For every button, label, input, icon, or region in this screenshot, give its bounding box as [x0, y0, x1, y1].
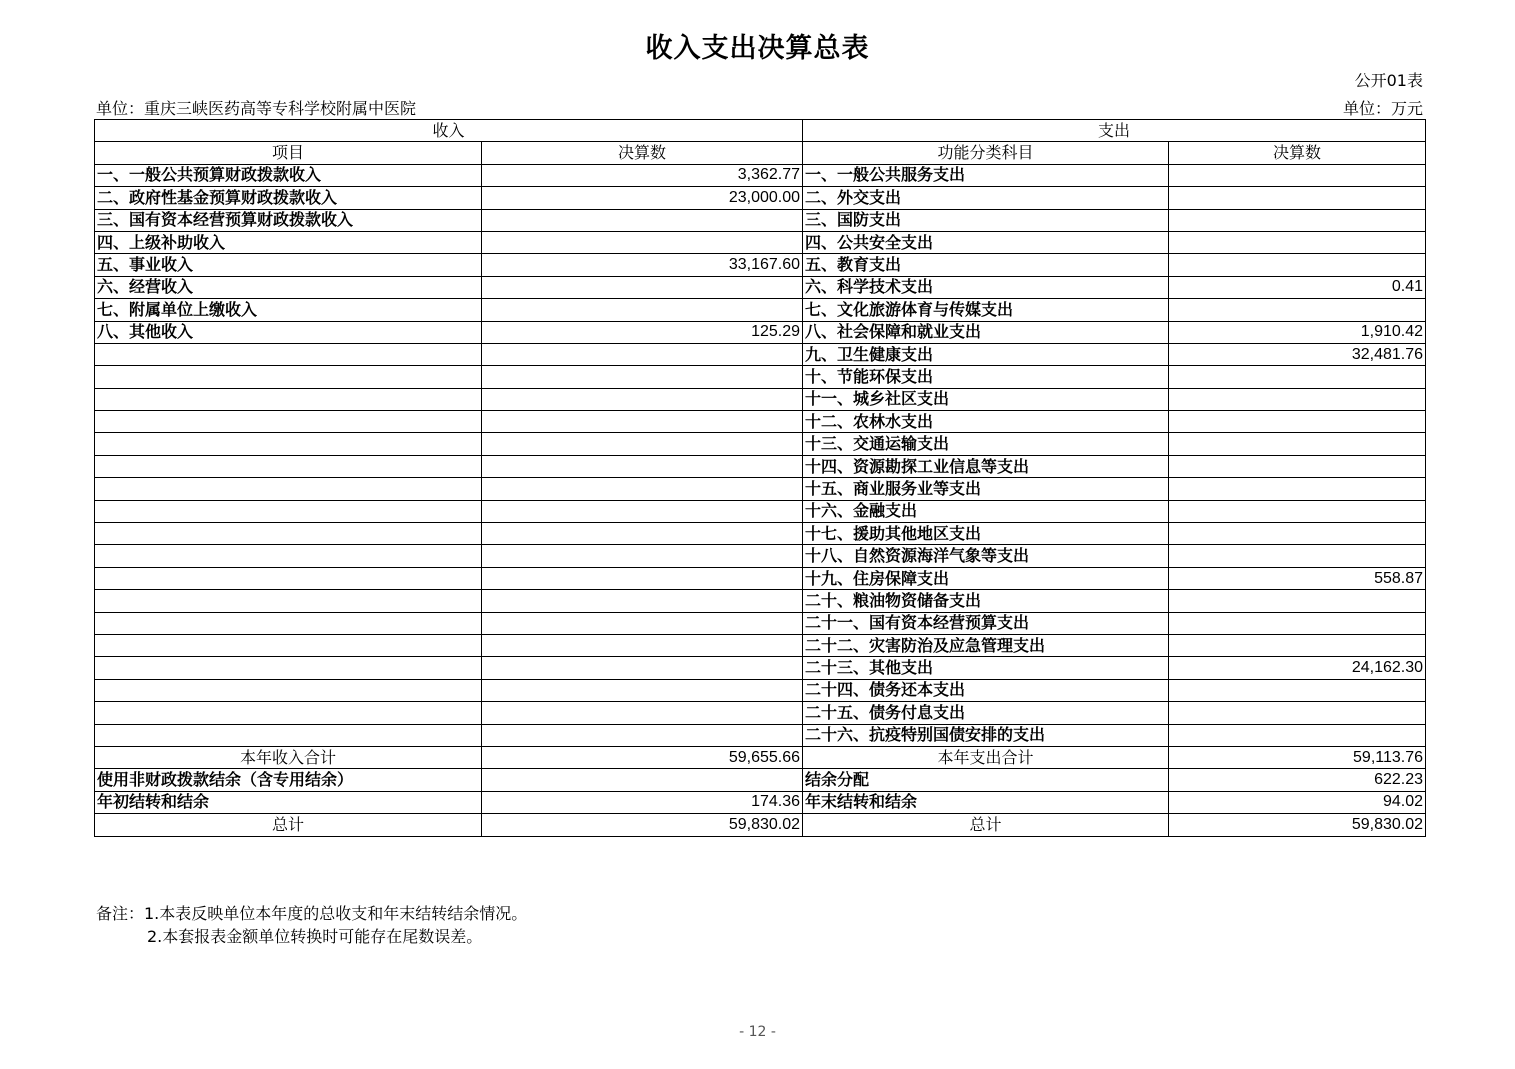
- expense-amount: 1,910.42: [1169, 321, 1426, 343]
- expense-amount: [1169, 455, 1426, 477]
- income-item-label: 三、国有资本经营预算财政拨款收入: [95, 209, 482, 231]
- income-item-label: 八、其他收入: [95, 321, 482, 343]
- income-item-label: 年初结转和结余: [95, 791, 482, 813]
- income-item-label: 使用非财政拨款结余（含专用结余）: [95, 769, 482, 791]
- income-amount-column-header: 决算数: [482, 142, 803, 164]
- table-body: [95, 164, 1426, 836]
- expense-item-label: 二十、粮油物资储备支出: [803, 590, 1169, 612]
- expense-item-label: 二十二、灾害防治及应急管理支出: [803, 634, 1169, 656]
- expense-item-label: 二十四、债务还本支出: [803, 679, 1169, 701]
- expense-item-label: 三、国防支出: [803, 209, 1169, 231]
- expense-amount: [1169, 724, 1426, 746]
- expense-amount: [1169, 299, 1426, 321]
- unit-currency: 单位：万元: [1342, 99, 1423, 118]
- table-row: [95, 500, 1426, 522]
- table-row: [95, 388, 1426, 410]
- income-item-label: [95, 657, 482, 679]
- section-header-row: [95, 120, 1426, 142]
- expense-amount: [1169, 545, 1426, 567]
- income-amount: [482, 500, 803, 522]
- expense-amount: 622.23: [1169, 769, 1426, 791]
- note-line-2: 2.本套报表金额单位转换时可能存在尾数误差。: [147, 927, 483, 946]
- expense-item-label: 二十三、其他支出: [803, 657, 1169, 679]
- notes: [96, 902, 527, 948]
- income-amount: 23,000.00: [482, 187, 803, 209]
- expense-item-label: 六、科学技术支出: [803, 276, 1169, 298]
- expense-item-label: 十三、交通运输支出: [803, 433, 1169, 455]
- income-amount: 59,830.02: [482, 814, 803, 836]
- income-amount: [482, 299, 803, 321]
- column-header-row: [95, 142, 1426, 164]
- income-item-label: [95, 634, 482, 656]
- table-row: [95, 702, 1426, 724]
- income-amount: [482, 276, 803, 298]
- expense-item-label: 十、节能环保支出: [803, 366, 1169, 388]
- table-row: [95, 612, 1426, 634]
- income-item-label: 一、一般公共预算财政拨款收入: [95, 164, 482, 186]
- expense-item-label: 十九、住房保障支出: [803, 567, 1169, 589]
- expense-item-label: 十一、城乡社区支出: [803, 388, 1169, 410]
- expense-amount: [1169, 231, 1426, 253]
- income-item-label: 五、事业收入: [95, 254, 482, 276]
- income-item-label: 二、政府性基金预算财政拨款收入: [95, 187, 482, 209]
- table-row: [95, 164, 1426, 186]
- table-code: 公开01表: [1354, 71, 1423, 90]
- table-row: [95, 231, 1426, 253]
- income-amount: 125.29: [482, 321, 803, 343]
- income-item-label: [95, 724, 482, 746]
- expense-amount: [1169, 366, 1426, 388]
- income-amount: [482, 388, 803, 410]
- expense-amount: [1169, 254, 1426, 276]
- expense-amount: 94.02: [1169, 791, 1426, 813]
- income-item-label: [95, 366, 482, 388]
- expense-item-label: 本年支出合计: [803, 746, 1169, 768]
- table-row: [95, 433, 1426, 455]
- table-row: [95, 343, 1426, 365]
- income-amount: 3,362.77: [482, 164, 803, 186]
- table-row: [95, 321, 1426, 343]
- income-item-label: [95, 679, 482, 701]
- income-amount: [482, 567, 803, 589]
- table-row: [95, 209, 1426, 231]
- expense-amount-column-header: 决算数: [1169, 142, 1426, 164]
- expense-item-label: 四、公共安全支出: [803, 231, 1169, 253]
- expense-amount: 32,481.76: [1169, 343, 1426, 365]
- total-row: [95, 814, 1426, 836]
- table-row: [95, 634, 1426, 656]
- income-amount: [482, 411, 803, 433]
- expense-item-label: 二、外交支出: [803, 187, 1169, 209]
- expense-item-label: 结余分配: [803, 769, 1169, 791]
- table-row: [95, 590, 1426, 612]
- income-amount: [482, 231, 803, 253]
- table-row: [95, 545, 1426, 567]
- income-amount: [482, 523, 803, 545]
- income-item-label: [95, 545, 482, 567]
- income-amount: [482, 209, 803, 231]
- income-expense-table: [94, 119, 1426, 837]
- income-amount: 33,167.60: [482, 254, 803, 276]
- expense-item-label: 十六、金融支出: [803, 500, 1169, 522]
- income-amount: 59,655.66: [482, 746, 803, 768]
- income-amount: 174.36: [482, 791, 803, 813]
- table-row: [95, 523, 1426, 545]
- expense-amount: 59,113.76: [1169, 746, 1426, 768]
- income-item-label: 总计: [95, 814, 482, 836]
- item-column-header: 项目: [95, 142, 482, 164]
- table-row: [95, 455, 1426, 477]
- income-item-label: 本年收入合计: [95, 746, 482, 768]
- income-amount: [482, 590, 803, 612]
- table-row: [95, 679, 1426, 701]
- expense-section-header: 支出: [803, 120, 1426, 142]
- expense-item-label: 总计: [803, 814, 1169, 836]
- table-row: [95, 724, 1426, 746]
- expense-item-label: 年末结转和结余: [803, 791, 1169, 813]
- table-row: [95, 478, 1426, 500]
- income-item-label: [95, 567, 482, 589]
- table-row: [95, 411, 1426, 433]
- income-item-label: [95, 523, 482, 545]
- income-item-label: [95, 388, 482, 410]
- income-item-label: 四、上级补助收入: [95, 231, 482, 253]
- expense-amount: [1169, 523, 1426, 545]
- income-item-label: 六、经营收入: [95, 276, 482, 298]
- income-item-label: [95, 590, 482, 612]
- function-column-header: 功能分类科目: [803, 142, 1169, 164]
- expense-amount: [1169, 388, 1426, 410]
- unit-organization: 单位：重庆三峡医药高等专科学校附属中医院: [96, 99, 417, 118]
- income-amount: [482, 702, 803, 724]
- page-title: 收入支出决算总表: [645, 33, 870, 64]
- income-item-label: [95, 433, 482, 455]
- table-row: [95, 299, 1426, 321]
- income-amount: [482, 724, 803, 746]
- expense-item-label: 十八、自然资源海洋气象等支出: [803, 545, 1169, 567]
- note-line-1: 备注：1.本表反映单位本年度的总收支和年末结转结余情况。: [96, 904, 528, 923]
- expense-item-label: 二十五、债务付息支出: [803, 702, 1169, 724]
- income-amount: [482, 612, 803, 634]
- table-row: [95, 567, 1426, 589]
- page-number: - 12 -: [739, 1024, 776, 1040]
- income-item-label: [95, 612, 482, 634]
- income-amount: [482, 679, 803, 701]
- expense-amount: [1169, 612, 1426, 634]
- expense-amount: [1169, 500, 1426, 522]
- table-row: [95, 366, 1426, 388]
- expense-item-label: 十四、资源勘探工业信息等支出: [803, 455, 1169, 477]
- expense-amount: [1169, 590, 1426, 612]
- expense-amount: [1169, 478, 1426, 500]
- expense-item-label: 七、文化旅游体育与传媒支出: [803, 299, 1169, 321]
- expense-amount: [1169, 411, 1426, 433]
- expense-item-label: 二十六、抗疫特别国债安排的支出: [803, 724, 1169, 746]
- expense-amount: [1169, 702, 1426, 724]
- income-amount: [482, 366, 803, 388]
- income-item-label: [95, 343, 482, 365]
- expense-amount: [1169, 209, 1426, 231]
- table-row: [95, 187, 1426, 209]
- expense-item-label: 二十一、国有资本经营预算支出: [803, 612, 1169, 634]
- expense-item-label: 五、教育支出: [803, 254, 1169, 276]
- expense-item-label: 十七、援助其他地区支出: [803, 523, 1169, 545]
- balance-row: [95, 769, 1426, 791]
- income-amount: [482, 769, 803, 791]
- expense-amount: [1169, 187, 1426, 209]
- income-amount: [482, 545, 803, 567]
- income-amount: [482, 343, 803, 365]
- income-item-label: [95, 455, 482, 477]
- table-row: [95, 254, 1426, 276]
- subtotal-row: [95, 746, 1426, 768]
- expense-item-label: 一、一般公共服务支出: [803, 164, 1169, 186]
- expense-amount: [1169, 164, 1426, 186]
- income-amount: [482, 478, 803, 500]
- expense-amount: 0.41: [1169, 276, 1426, 298]
- income-item-label: [95, 478, 482, 500]
- income-section-header: 收入: [95, 120, 803, 142]
- income-item-label: [95, 411, 482, 433]
- income-item-label: [95, 500, 482, 522]
- table-row: [95, 276, 1426, 298]
- expense-amount: [1169, 634, 1426, 656]
- income-item-label: 七、附属单位上缴收入: [95, 299, 482, 321]
- table-row: [95, 657, 1426, 679]
- expense-amount: 24,162.30: [1169, 657, 1426, 679]
- balance-row: [95, 791, 1426, 813]
- income-amount: [482, 433, 803, 455]
- expense-amount: 558.87: [1169, 567, 1426, 589]
- expense-item-label: 十二、农林水支出: [803, 411, 1169, 433]
- expense-amount: [1169, 433, 1426, 455]
- expense-amount: [1169, 679, 1426, 701]
- expense-item-label: 十五、商业服务业等支出: [803, 478, 1169, 500]
- expense-item-label: 九、卫生健康支出: [803, 343, 1169, 365]
- expense-amount: 59,830.02: [1169, 814, 1426, 836]
- income-amount: [482, 634, 803, 656]
- income-item-label: [95, 702, 482, 724]
- income-amount: [482, 455, 803, 477]
- income-amount: [482, 657, 803, 679]
- expense-item-label: 八、社会保障和就业支出: [803, 321, 1169, 343]
